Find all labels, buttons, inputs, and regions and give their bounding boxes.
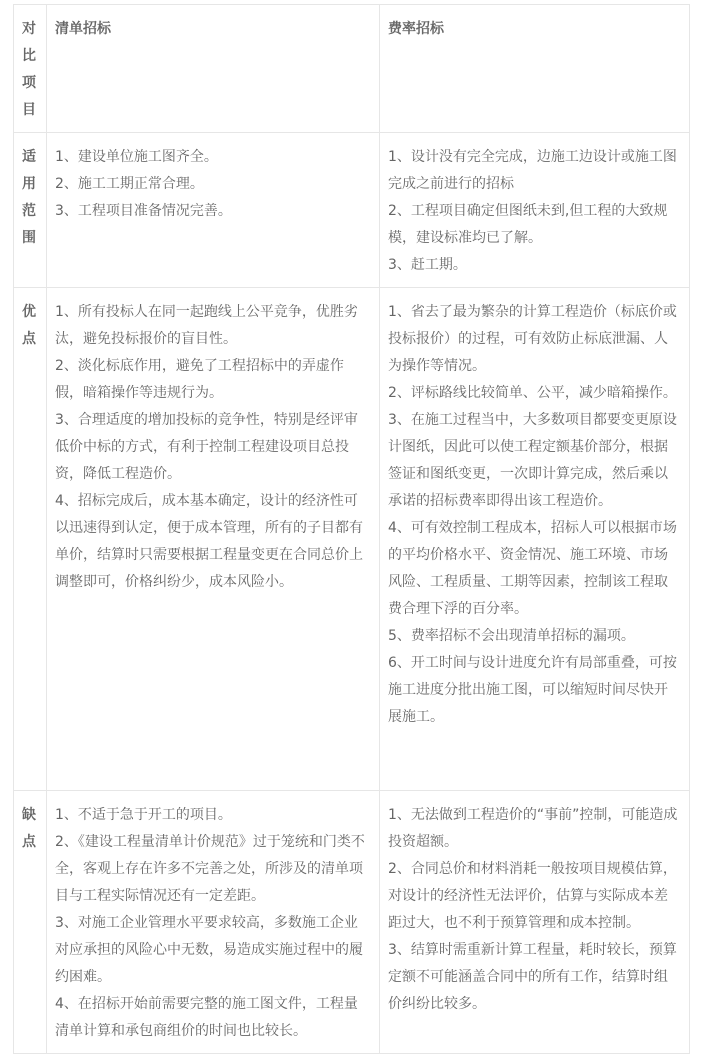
header-qingdan: 清单招标 [47, 5, 380, 133]
list-item: 2、淡化标底作用，避免了工程招标中的弄虚作假，暗箱操作等违规行为。 [55, 358, 344, 401]
label-char: 点 [22, 331, 36, 347]
list-item: 2、评标路线比较简单、公平，减少暗箱操作。 [388, 385, 677, 401]
scope-qingdan-cell [47, 133, 380, 288]
list-item: 2、《建设工程量清单计价规范》过于笼统和门类不全，客观上存在许多不完善之处，所涉及的清单项目与工程实际情况还有一定差距。 [55, 834, 365, 904]
row-label-scope [14, 133, 47, 288]
header-label-cell [14, 5, 47, 133]
list-item: 5、费率招标不会出现清单招标的漏项。 [388, 628, 635, 644]
advantages-feilv-cell [380, 288, 690, 791]
label-char: 用 [22, 176, 36, 192]
list-item: 1、无法做到工程造价的“事前”控制，可能造成投资超额。 [388, 807, 678, 850]
scope-feilv-cell [380, 133, 690, 288]
disadvantages-qingdan-cell [47, 791, 380, 1054]
list-item: 4、在招标开始前需要完整的施工图文件，工程量清单计算和承包商组价的时间也比较长。 [55, 996, 358, 1039]
list-item: 3、对施工企业管理水平要求较高，多数施工企业对应承担的风险心中无数，易造成实施过程中的履约困难。 [55, 915, 363, 985]
list-item: 4、可有效控制工程成本，招标人可以根据市场的平均价格水平、资金情况、施工环境、市场风险、工程质量、工期等因素，控制该工程取费合理下浮的百分率。 [388, 520, 677, 617]
list-item: 4、招标完成后，成本基本确定，设计的经济性可以迅速得到认定，便于成本管理，所有的子目都有单价，结算时只需要根据工程量变更在合同总价上调整即可，价格纠纷少，成本风险小。 [55, 493, 363, 590]
row-label-advantages [14, 288, 47, 791]
label-char: 项 [22, 75, 36, 91]
list-item: 3、在施工过程当中，大多数项目都要变更原设计图纸，因此可以使工程定额基价部分，根据签证和图纸变更，一次即计算完成，然后乘以承诺的招标费率即得出该工程造价。 [388, 412, 677, 509]
list-item: 2、施工工期正常合理。 [55, 176, 204, 192]
advantages-qingdan-cell [47, 288, 380, 791]
header-feilv: 费率招标 [380, 5, 690, 133]
label-char: 范 [22, 203, 36, 219]
label-char: 优 [22, 304, 36, 320]
label-char: 缺 [22, 807, 36, 823]
label-char: 目 [22, 102, 36, 118]
list-item: 1、所有投标人在同一起跑线上公平竞争，优胜劣汰，避免投标报价的盲目性。 [55, 304, 358, 347]
label-char: 点 [22, 834, 36, 850]
label-char: 适 [22, 149, 36, 165]
table-row-disadvantages [14, 791, 690, 1054]
table-row-advantages [14, 288, 690, 791]
label-char: 对 [22, 21, 36, 37]
list-item: 2、合同总价和材料消耗一般按项目规模估算，对设计的经济性无法评价，估算与实际成本差距过大，也不利于预算管理和成本控制。 [388, 861, 677, 931]
list-item: 1、省去了最为繁杂的计算工程造价（标底价或投标报价）的过程，可有效防止标底泄漏、人为操作等情况。 [388, 304, 677, 374]
list-item: 3、赶工期。 [388, 257, 467, 273]
list-item: 6、开工时间与设计进度允许有局部重叠，可按施工进度分批出施工图，可以缩短时间尽快开展施工。 [388, 655, 677, 725]
list-item: 3、结算时需重新计算工程量，耗时较长，预算定额不可能涵盖合同中的所有工作，结算时组价纠纷比较多。 [388, 942, 677, 1012]
list-item: 3、工程项目准备情况完善。 [55, 203, 232, 219]
list-item: 2、工程项目确定但图纸未到,但工程的大致规模，建设标准均已了解。 [388, 203, 668, 246]
comparison-table [13, 4, 690, 1054]
list-item: 1、不适于急于开工的项目。 [55, 807, 232, 823]
list-item: 3、合理适度的增加投标的竞争性，特别是经评审低价中标的方式，有利于控制工程建设项目总投资，降低工程造价。 [55, 412, 358, 482]
row-label-disadvantages [14, 791, 47, 1054]
table-row-scope [14, 133, 690, 288]
disadvantages-feilv-cell [380, 791, 690, 1054]
list-item: 1、建设单位施工图齐全。 [55, 149, 218, 165]
header-row [14, 5, 690, 133]
label-char: 比 [22, 48, 36, 64]
label-char: 围 [22, 230, 36, 246]
list-item: 1、设计没有完全完成，边施工边设计或施工图完成之前进行的招标 [388, 149, 677, 192]
